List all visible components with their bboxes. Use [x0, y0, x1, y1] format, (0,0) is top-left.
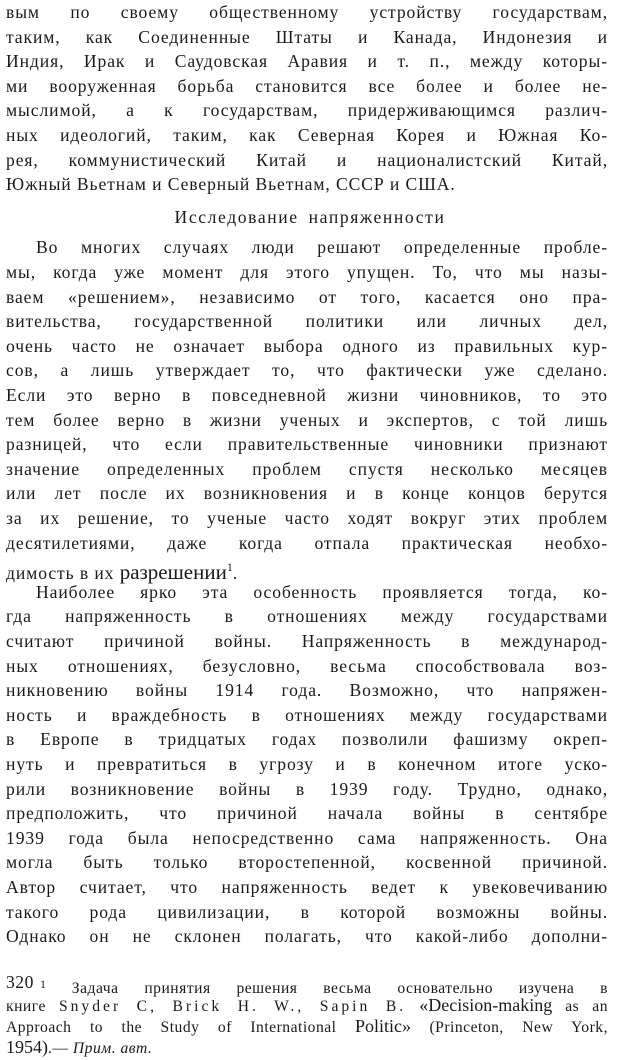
footnote-text: as an [565, 997, 609, 1015]
text-line: Во многих случаях люди решают определенные пробле- [36, 237, 608, 258]
footnote-text: книге [6, 997, 46, 1015]
text-line: гда напряженность в отношениях между государствами [6, 606, 608, 627]
text-line: 1939 года была непосредственно сама напряженность. Она [6, 827, 608, 848]
text-line: сов, а лишь утверждает то, что фактически уже сделано. [6, 360, 608, 381]
text-line: рили возникновение войны в 1939 году. Трудно, однако, [6, 778, 608, 799]
text-line: Индия, Ирак и Саудовская Аравия и т. п., между которы- [6, 51, 608, 72]
footnote-text: Задача принятия решения весьма основательно изучена в [71, 979, 608, 997]
emphasized-word: разрешении [119, 560, 227, 585]
text-line: Автор считает, что напряженность ведет к увековечиванию [6, 877, 608, 897]
footnote-mark: 1 [40, 976, 46, 991]
text-line: Наиболее ярко эта особенность проявляется тогда, ко- [36, 581, 608, 602]
text-line: ность и враждебность в отношениях между государствами [6, 704, 608, 725]
text-line: мы, когда уже момент для этого упущен. То, что мы назы- [6, 262, 608, 282]
text-line: никновению войны 1914 года. Возможно, что напряжен- [6, 680, 608, 701]
text-line: значение определенных проблем спустя несколько месяцев [6, 458, 608, 479]
text-line: за их решение, то ученые часто ходят вокруг этих проблем [6, 508, 608, 528]
text-line: предположить, что причиной начала войны в сентябре [6, 803, 608, 824]
text-line: Если это верно в повседневной жизни чиновников, то это [6, 385, 608, 405]
text-line: десятилетиями, даже когда отпала практическая необхо- [6, 532, 608, 553]
text-line: Однако он не склонен полагать, что какой-либо дополни- [6, 926, 608, 947]
text-fragment: димость в их [6, 563, 115, 584]
footnote-dash: .— [48, 1039, 73, 1057]
footnote-text: Approach to the Study of International [6, 1018, 337, 1036]
text-line: могла быть только второстепенной, косвенной причиной. [6, 852, 608, 873]
text-line: считают причиной войны. Напряженность в международ- [6, 631, 608, 651]
text-line: нуть и превратиться в угрозу и в конечном итоге уско- [6, 754, 608, 774]
footnote-author-note: Прим. авт. [72, 1039, 153, 1057]
footnote-reference[interactable]: 1 [226, 560, 233, 575]
text-line: рея, коммунистический Китай и националистский Китай, [6, 149, 608, 170]
text-line: разницей, что если правительственные чиновники признают [6, 434, 608, 455]
text-line: ми вооруженная борьба становится все более и более не- [6, 75, 608, 96]
text-line: таким, как Соединенные Штаты и Канада, Индонезия и [6, 26, 608, 47]
footnote-year: 1954) [6, 1036, 48, 1057]
footnote-title: Politic» [354, 1015, 411, 1036]
text-line: ваем «решением», независимо от того, касается оно пра- [6, 286, 608, 307]
text-line: Южный Вьетнам и Северный Вьетнам, СССР и США. [6, 174, 456, 195]
footnote-authors: Snyder C, Brick H. W., Sapin B. [58, 997, 407, 1015]
footnote-title: «Decision-making [419, 994, 553, 1015]
text-line: ных отношениях, безусловно, весьма способствовала воз- [6, 655, 608, 676]
end-punctuation: . [232, 563, 239, 584]
section-heading: Исследование напряженности [174, 207, 446, 228]
text-line: ных идеологий, таким, как Северная Корея и Южная Ко- [6, 125, 608, 145]
text-line: в Европе в тридцатых годах позволили фашизму окреп- [6, 729, 608, 750]
text-line: вительства, государственной политики или личных дел, [6, 311, 608, 332]
text-line: или лет после их возникновения и в конце концов берутся [6, 483, 608, 504]
footnote-text: (Princeton, New York, [429, 1018, 608, 1036]
text-line: мыслимой, а к государствам, придерживающимся различ- [6, 100, 608, 121]
page-number: 320 [6, 972, 34, 992]
text-line: очень часто не означает выбора одного из правильных кур- [6, 335, 608, 356]
text-line: такого рода цивилизации, в которой возможны войны. [6, 901, 608, 922]
text-line: вым по своему общественному устройству государствам, [6, 2, 608, 22]
text-line: тем более верно в жизни ученых и экспертов, с той лишь [6, 409, 608, 430]
footnote-line [6, 1036, 152, 1060]
